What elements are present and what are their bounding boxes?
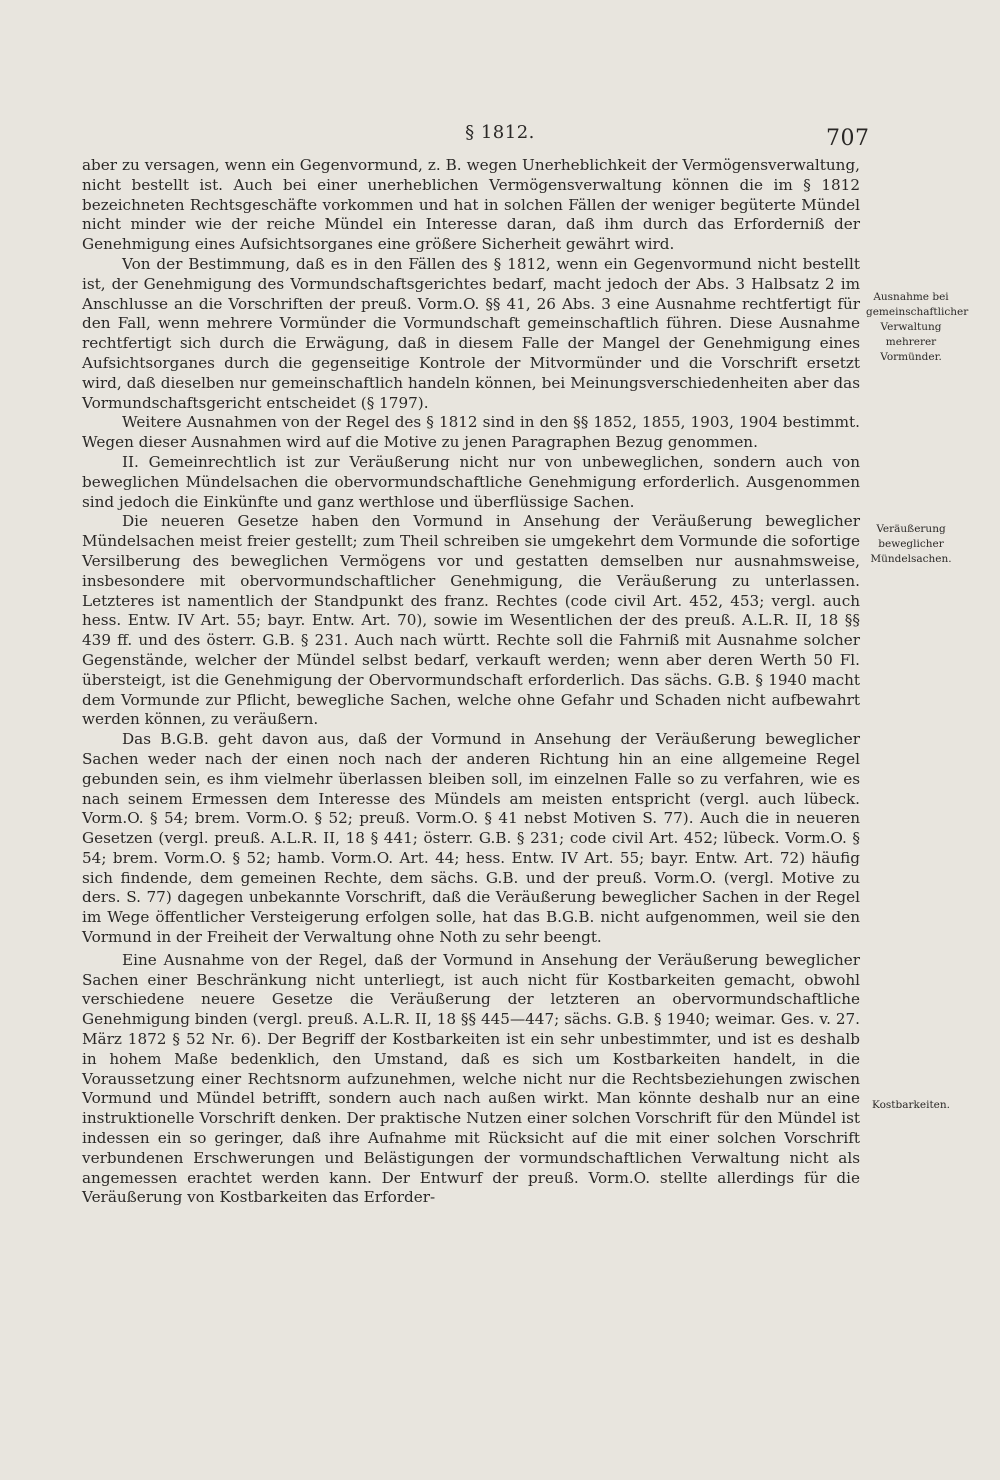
paragraph: Von der Bestimmung, daß es in den Fällen des § 1812, wenn ein Gegenvormund nicht bestellt ist, der Genehmigung des Vormundschaftsgerichtes bedarf, macht jedoch der Abs. 3 Halbsatz 2 im Anschlusse an die Vorschriften der preuß. Vorm.O. §§ 41, 26 Abs. 3 eine Ausnahme rechtfertigt für den Fall, wenn mehrere Vormünder die Vormundschaft gemeinschaftlich führen. Diese Ausnahme rechtfertigt sich durch die Erwägung, daß in diesem Falle der Mangel der Genehmigung eines Aufsichtsorganes durch die gegenseitige Kontrole der Mitvormünder und die Vorschrift ersetzt wird, daß dieselben nur gemeinschaftlich handeln können, bei Meinungsverschiedenheiten aber das Vormundschaftsgericht entscheidet (§ 1797).: [82, 254, 860, 412]
section-header: § 1812.: [465, 122, 535, 143]
paragraph: II. Gemeinrechtlich ist zur Veräußerung nicht nur von unbeweglichen, sondern auch von beweglichen Mündelsachen die obervormundschaftliche Genehmigung erforderlich. Ausgenommen sind jedoch die Einkünfte und ganz werthlose und überflüssige Sachen.: [82, 452, 860, 511]
paragraph: Weitere Ausnahmen von der Regel des § 1812 sind in den §§ 1852, 1855, 1903, 1904 bestimmt. Wegen dieser Ausnahmen wird auf die Motive zu jenen Paragraphen Bezug genommen.: [82, 413, 860, 452]
page-number: 707: [826, 126, 870, 151]
margin-note-ausnahme: Ausnahme bei gemeinschaftlicher Verwaltung mehrerer Vormünder.: [866, 291, 969, 363]
paragraph: Das B.G.B. geht davon aus, daß der Vormund in Ansehung der Veräußerung beweglicher Sachen weder nach der einen noch nach der anderen Richtung hin an eine allgemeine Regel gebunden sein, es ihm vielmehr überlassen bleiben soll, im einzelnen Falle so zu verfahren, wie es nach seinem Ermessen dem Interesse des Mündels am meisten entspricht (vergl. auch lübeck. Vorm.O. § 54; brem. Vorm.O. § 52; preuß. Vorm.O. § 41 nebst Motiven S. 77). Auch die in neueren Gesetzen (vergl. preuß. A.L.R. II, 18 § 441; österr. G.B. § 231; code civil Art. 452; lübeck. Vorm.O. § 54; brem. Vorm.O. § 52; hamb. Vorm.O. Art. 44; hess. Entw. IV Art. 55; bayr. Entw. Art. 72) häufig sich findende, dem gemeinen Rechte, dem sächs. G.B. und der preuß. Vorm.O. (vergl. Motive zu ders. S. 77) dagegen unbekannte Vorschrift, daß die Veräußerung beweglicher Sachen in der Regel im Wege öffentlicher Versteigerung erfolgen solle, hat das B.G.B. nicht aufgenommen, weil sie den Vormund in der Freiheit der Verwaltung ohne Noth zu sehr beengt.: [82, 730, 860, 947]
paragraph: Die neueren Gesetze haben den Vormund in Ansehung der Veräußerung beweglicher Mündelsachen meist freier gestellt; zum Theil schreiben sie umgekehrt dem Vormunde die sofortige Versilberung des beweglichen Vermögens vor und gestatten demselben nur ausnahmsweise, insbesondere mit obervormundschaftlicher Genehmigung, die Veräußerung zu unterlassen. Letzteres ist namentlich der Standpunkt des franz. Rechtes (code civil Art. 452, 453; vergl. auch hess. Entw. IV Art. 55; bayr. Entw. Art. 70), sowie im Wesentlichen der des preuß. A.L.R. II, 18 §§ 439 ff. und des österr. G.B. § 231. Auch nach württ. Rechte soll die Fahrniß mit Ausnahme solcher Gegenstände, welcher der Mündel selbst bedarf, verkauft werden; wenn aber deren Werth 50 Fl. übersteigt, ist die Genehmigung der Obervormundschaft erforderlich. Das sächs. G.B. § 1940 macht dem Vormunde zur Pflicht, bewegliche Sachen, welche ohne Gefahr und Schaden nicht aufbewahrt werden können, zu veräußern.: [82, 512, 860, 729]
paragraph: aber zu versagen, wenn ein Gegenvormund, z. B. wegen Unerheblichkeit der Vermögensverwaltung, nicht bestellt ist. Auch bei einer unerheblichen Vermögensverwaltung können die im § 1812 bezeichneten Rechtsgeschäfte vorkommen und hat in solchen Fällen der weniger begüterte Mündel nicht minder wie der reiche Mündel ein Interesse daran, daß ihm durch das Erforderniß der Genehmigung eines Aufsichtsorganes eine größere Sicherheit gewährt wird.: [82, 156, 860, 254]
paragraph: Eine Ausnahme von der Regel, daß der Vormund in Ansehung der Veräußerung beweglicher Sachen einer Beschränkung nicht unterliegt, ist auch nicht für Kostbarkeiten gemacht, obwohl verschiedene neuere Gesetze die Veräußerung der letzteren an obervormundschaftliche Genehmigung binden (vergl. preuß. A.L.R. II, 18 §§ 445—447; sächs. G.B. § 1940; weimar. Ges. v. 27. März 1872 § 52 Nr. 6). Der Begriff der Kostbarkeiten ist ein sehr unbestimmter, und ist es deshalb in hohem Maße bedenklich, den Umstand, daß es sich um Kostbarkeiten handelt, in die Voraussetzung einer Rechtsnorm aufzunehmen, welche nicht nur die Rechtsbeziehungen zwischen Vormund und Mündel betrifft, sondern auch nach außen wirkt. Man könnte deshalb nur an eine instruktionelle Vorschrift denken. Der praktische Nutzen einer solchen Vorschrift für den Mündel ist indessen ein so geringer, daß ihre Aufnahme mit Rücksicht auf die mit einer solchen Vorschrift verbundenen Erschwerungen und Belästigungen der vormundschaftlichen Verwaltung nicht als angemessen erachtet werden kann. Der Entwurf der preuß. Vorm.O. stellte allerdings für die Veräußerung von Kostbarkeiten das Erforder-: [82, 950, 860, 1207]
margin-note-kostbarkeiten: Kostbarkeiten.: [872, 1099, 950, 1111]
main-text: [82, 156, 860, 1208]
margin-note-veraeusserung: Veräußerung beweglicher Mündelsachen.: [870, 523, 952, 565]
